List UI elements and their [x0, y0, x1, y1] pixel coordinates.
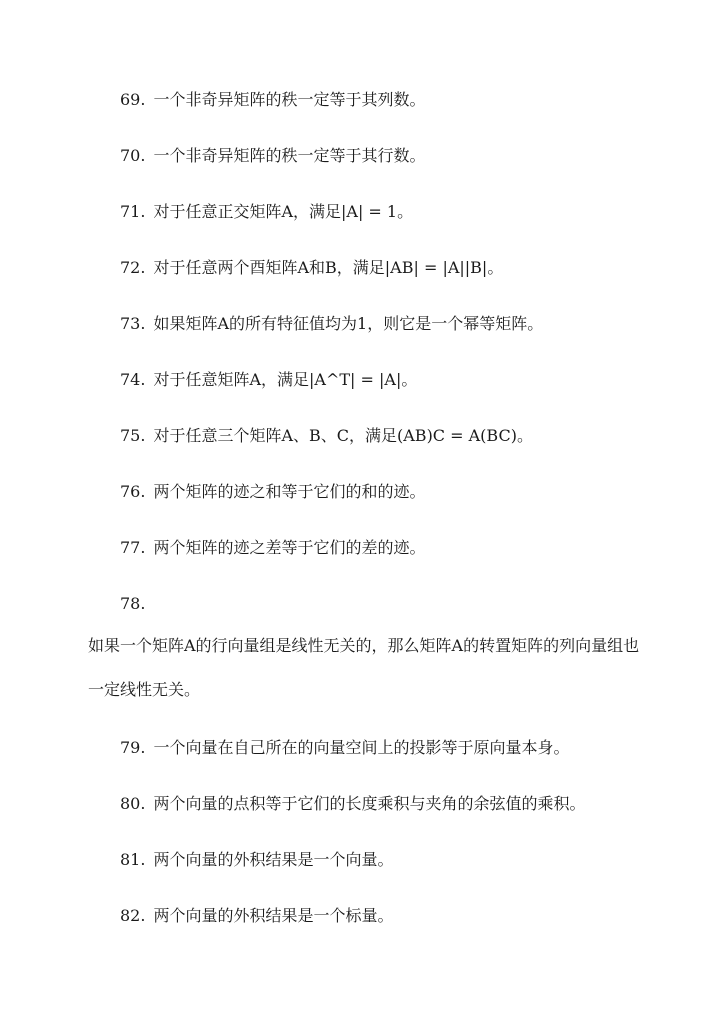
question-text: 一个向量在自己所在的向量空间上的投影等于原向量本身。: [153, 738, 570, 757]
question-72: [120, 258, 680, 278]
question-number: 79.: [120, 738, 146, 757]
question-number: 78.: [120, 594, 146, 613]
question-text: 对于任意三个矩阵A、B、C，满足(AB)C = A(BC)。: [153, 426, 533, 445]
question-80: [120, 794, 680, 814]
question-70: [120, 146, 680, 166]
question-78-text: 如果一个矩阵A的行向量组是线性无关的，那么矩阵A的转置矩阵的列向量组也一定线性无关。: [88, 636, 640, 699]
question-text: 两个矩阵的迹之和等于它们的和的迹。: [153, 482, 426, 501]
question-number: 76.: [120, 482, 146, 501]
question-number: 80.: [120, 794, 146, 813]
question-number: 75.: [120, 426, 146, 445]
question-73: [120, 314, 680, 334]
question-number: 71.: [120, 202, 146, 221]
question-76: [120, 482, 680, 502]
question-text: 对于任意正交矩阵A，满足|A| = 1。: [153, 202, 414, 221]
question-71: [120, 202, 680, 222]
question-77: [120, 538, 680, 558]
question-number: 82.: [120, 906, 146, 925]
question-text: 对于任意两个酉矩阵A和B，满足|AB| = |A||B|。: [153, 258, 504, 277]
question-text: 两个矩阵的迹之差等于它们的差的迹。: [153, 538, 426, 557]
question-number: 73.: [120, 314, 146, 333]
question-text: 一个非奇异矩阵的秩一定等于其列数。: [153, 90, 426, 109]
question-69: [120, 90, 680, 110]
question-text: 对于任意矩阵A，满足|A^T| = |A|。: [153, 370, 418, 389]
question-number: 72.: [120, 258, 146, 277]
question-text: 一个非奇异矩阵的秩一定等于其行数。: [153, 146, 426, 165]
question-74: [120, 370, 680, 390]
question-number: 81.: [120, 850, 146, 869]
question-number: 69.: [120, 90, 146, 109]
question-81: [120, 850, 680, 870]
question-82: [120, 906, 680, 926]
question-text: 两个向量的外积结果是一个向量。: [153, 850, 394, 869]
question-75: [120, 426, 680, 446]
question-text: 两个向量的点积等于它们的长度乘积与夹角的余弦值的乘积。: [153, 794, 586, 813]
question-number: 77.: [120, 538, 146, 557]
question-78-number: [120, 594, 680, 614]
question-number: 70.: [120, 146, 146, 165]
question-79: [120, 738, 680, 758]
question-text: 如果矩阵A的所有特征值均为1，则它是一个幂等矩阵。: [153, 314, 544, 333]
question-number: 74.: [120, 370, 146, 389]
question-text: 两个向量的外积结果是一个标量。: [153, 906, 394, 925]
